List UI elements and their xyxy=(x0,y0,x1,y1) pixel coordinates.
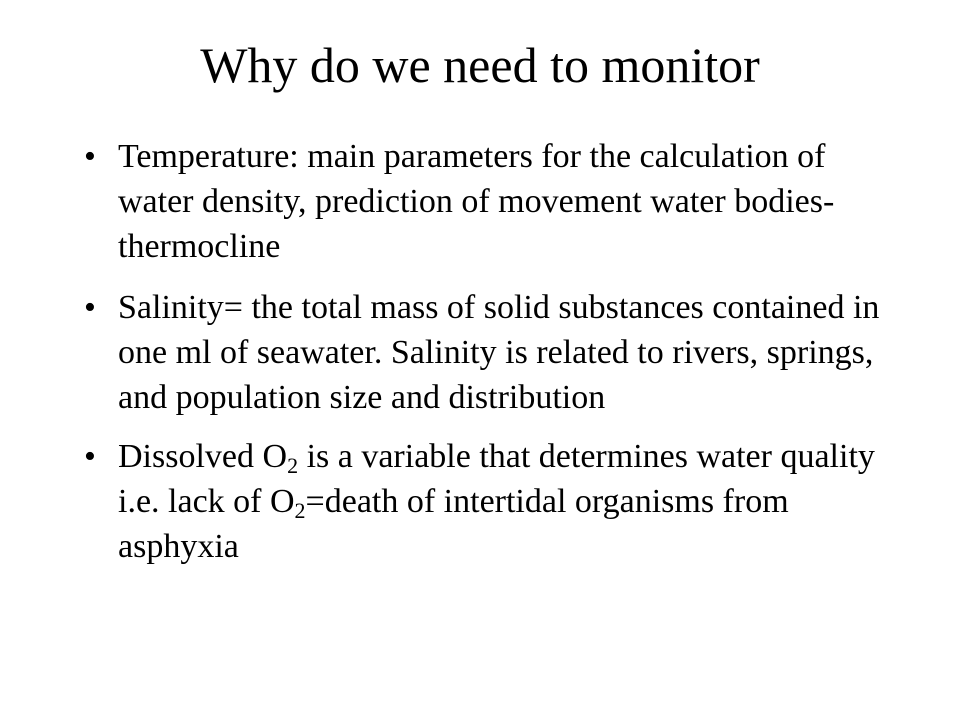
bullet-text: Temperature: main parameters for the calculation of water density, prediction of movement water bodies-thermocline xyxy=(118,138,835,265)
bullet-text-part: Dissolved O xyxy=(118,438,288,475)
bullet-dot-icon: • xyxy=(84,438,96,475)
bullet-list xyxy=(84,134,884,585)
bullet-text-part: is a variable that determines water quality i.e. lack of O xyxy=(118,438,875,520)
slide-title: Why do we need to monitor xyxy=(200,37,760,93)
bullet-salinity xyxy=(84,285,884,420)
subscript: 2 xyxy=(294,498,306,523)
bullet-temperature xyxy=(84,134,884,269)
bullet-text: Salinity= the total mass of solid substances contained in one ml of seawater. Salinity is related to rivers, springs, and population size and distribution xyxy=(118,289,880,416)
subscript: 2 xyxy=(287,453,299,478)
bullet-text-part: =death of intertidal organisms from asphyxia xyxy=(118,483,789,565)
bullet-dissolved-oxygen xyxy=(84,434,884,569)
bullet-dot-icon: • xyxy=(84,138,96,175)
bullet-dot-icon: • xyxy=(84,289,96,326)
